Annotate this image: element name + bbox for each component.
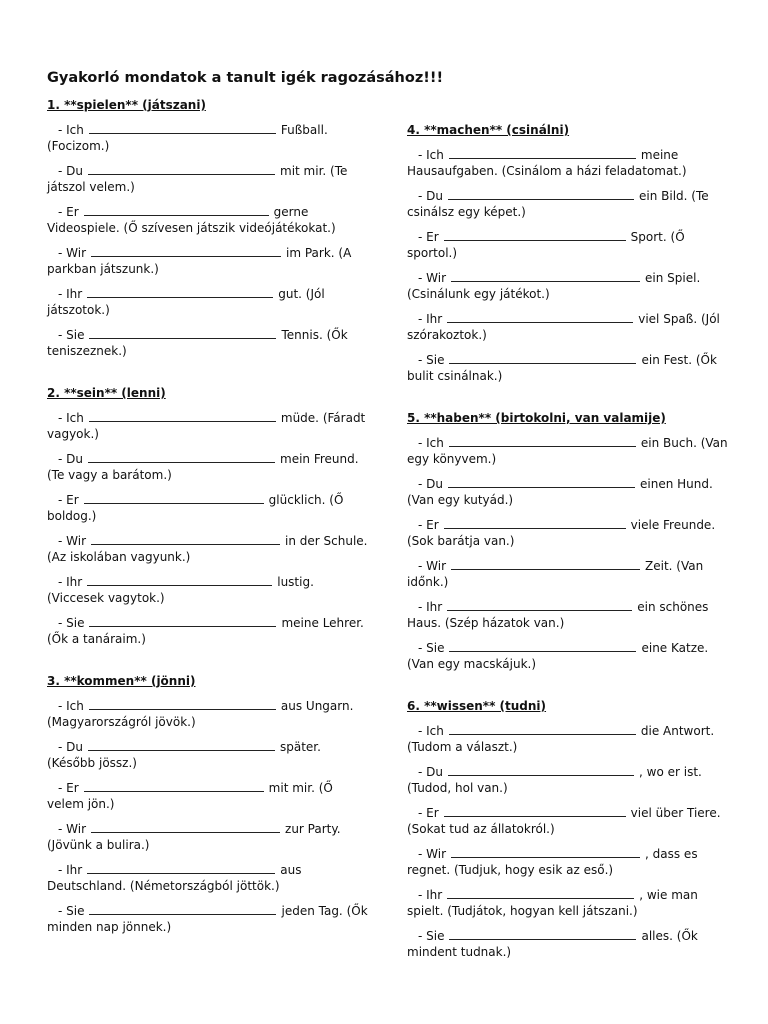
answer-blank[interactable] (448, 476, 635, 488)
sentence-rest: aus Ungarn. (Magyarországról jövök.) (47, 699, 354, 729)
exercise-item (407, 270, 732, 302)
sentence-rest: Zeit. (Van időnk.) (407, 559, 704, 589)
exercise-item (407, 599, 732, 631)
answer-blank[interactable] (451, 270, 640, 282)
answer-blank[interactable] (84, 204, 269, 216)
exercise-item (47, 492, 372, 524)
sentence-rest: aus Deutschland. (Németországból jöttök.) (47, 863, 302, 893)
sentence-rest: meine Hausaufgaben. (Csinálom a házi feladatomat.) (407, 148, 687, 178)
answer-blank[interactable] (447, 311, 633, 323)
answer-blank[interactable] (449, 147, 636, 159)
pronoun: - Sie (58, 616, 85, 630)
exercise-section (47, 673, 372, 935)
sentence-rest: , dass es regnet. (Tudjuk, hogy esik az eső.) (407, 847, 698, 877)
answer-blank[interactable] (449, 435, 636, 447)
sentence-rest: gerne Videospiele. (Ő szívesen játszik videójátékokat.) (47, 205, 336, 235)
sentence-rest: viele Freunde. (Sok barátja van.) (407, 518, 716, 548)
pronoun: - Du (58, 164, 83, 178)
sentence-rest: ein Buch. (Van egy könyvem.) (407, 436, 728, 466)
pronoun: - Wir (418, 847, 447, 861)
sentence-rest: mit mir. (Te játszol velem.) (47, 164, 348, 194)
exercise-item (47, 327, 372, 359)
exercise-item (47, 451, 372, 483)
pronoun: - Sie (418, 641, 445, 655)
pronoun: - Wir (58, 822, 87, 836)
sentence-rest: in der Schule. (Az iskolában vagyunk.) (47, 534, 368, 564)
answer-blank[interactable] (449, 928, 636, 940)
exercise-item (47, 821, 372, 853)
sentence-rest: ein Spiel. (Csinálunk egy játékot.) (407, 271, 701, 301)
answer-blank[interactable] (448, 764, 634, 776)
answer-blank[interactable] (84, 492, 264, 504)
answer-blank[interactable] (447, 887, 634, 899)
pronoun: - Du (418, 477, 443, 491)
exercise-item (47, 163, 372, 195)
answer-blank[interactable] (88, 451, 275, 463)
sentence-rest: Tennis. (Ők teniszeznek.) (47, 328, 348, 358)
sentence-rest: einen Hund. (Van egy kutyád.) (407, 477, 713, 507)
sentence-rest: ein schönes Haus. (Szép házatok van.) (407, 600, 709, 630)
exercise-item (47, 739, 372, 771)
exercise-item (407, 887, 732, 919)
answer-blank[interactable] (89, 327, 276, 339)
answer-blank[interactable] (88, 163, 275, 175)
exercise-item (47, 122, 372, 154)
pronoun: - Ihr (58, 863, 83, 877)
answer-blank[interactable] (89, 410, 276, 422)
exercise-item (47, 286, 372, 318)
pronoun: - Wir (58, 534, 87, 548)
exercise-item (47, 862, 372, 894)
answer-blank[interactable] (449, 723, 636, 735)
sentence-rest: eine Katze. (Van egy macskájuk.) (407, 641, 709, 671)
exercise-item (407, 188, 732, 220)
exercise-item (407, 311, 732, 343)
pronoun: - Ich (58, 123, 84, 137)
pronoun: - Ich (418, 724, 444, 738)
answer-blank[interactable] (89, 122, 276, 134)
answer-blank[interactable] (444, 229, 626, 241)
sentence-rest: , wo er ist. (Tudod, hol van.) (407, 765, 702, 795)
pronoun: - Ihr (418, 600, 443, 614)
sentence-rest: glücklich. (Ő boldog.) (47, 493, 344, 523)
exercise-section (47, 385, 372, 647)
pronoun: - Ich (58, 699, 84, 713)
exercise-item (47, 410, 372, 442)
page-title: Gyakorló mondatok a tanult igék ragozásához!!! (47, 70, 444, 86)
pronoun: - Sie (418, 353, 445, 367)
exercise-item (407, 846, 732, 878)
answer-blank[interactable] (89, 698, 276, 710)
answer-blank[interactable] (91, 821, 280, 833)
answer-blank[interactable] (444, 805, 626, 817)
sentence-rest: müde. (Fáradt vagyok.) (47, 411, 366, 441)
pronoun: - Du (418, 765, 443, 779)
answer-blank[interactable] (449, 352, 636, 364)
answer-blank[interactable] (448, 188, 634, 200)
answer-blank[interactable] (84, 780, 264, 792)
exercise-item (407, 229, 732, 261)
answer-blank[interactable] (87, 286, 273, 298)
pronoun: - Er (418, 230, 439, 244)
answer-blank[interactable] (91, 533, 280, 545)
exercise-item (407, 640, 732, 672)
exercise-item (407, 928, 732, 960)
exercise-item (47, 574, 372, 606)
pronoun: - Er (58, 205, 79, 219)
section-title: 3. **kommen** (jönni) (47, 674, 196, 688)
pronoun: - Ihr (58, 287, 83, 301)
sentence-rest: ein Bild. (Te csinálsz egy képet.) (407, 189, 709, 219)
pronoun: - Sie (58, 904, 85, 918)
exercise-item (47, 780, 372, 812)
answer-blank[interactable] (444, 517, 626, 529)
section-title: 2. **sein** (lenni) (47, 386, 166, 400)
sentence-rest: , wie man spielt. (Tudjátok, hogyan kell játszani.) (407, 888, 698, 918)
pronoun: - Er (418, 518, 439, 532)
left-column (47, 97, 372, 961)
sentence-rest: Sport. (Ő sportol.) (407, 230, 685, 260)
pronoun: - Ich (418, 436, 444, 450)
answer-blank[interactable] (89, 903, 276, 915)
exercise-item (407, 352, 732, 384)
answer-blank[interactable] (91, 245, 281, 257)
exercise-section (47, 97, 372, 359)
exercise-item (47, 245, 372, 277)
exercise-section (407, 122, 732, 384)
sentence-rest: später. (Később jössz.) (47, 740, 321, 770)
pronoun: - Ihr (58, 575, 83, 589)
pronoun: - Er (58, 781, 79, 795)
sentence-rest: viel Spaß. (Jól szórakoztok.) (407, 312, 720, 342)
pronoun: - Ihr (418, 888, 443, 902)
section-title: 1. **spielen** (játszani) (47, 98, 206, 112)
answer-blank[interactable] (451, 558, 640, 570)
answer-blank[interactable] (89, 615, 276, 627)
pronoun: - Wir (418, 271, 447, 285)
exercise-item (407, 805, 732, 837)
sentence-rest: lustig. (Viccesek vagytok.) (47, 575, 314, 605)
exercise-item (47, 204, 372, 236)
exercise-item (407, 558, 732, 590)
sentence-rest: im Park. (A parkban játszunk.) (47, 246, 352, 276)
pronoun: - Er (58, 493, 79, 507)
right-column (407, 122, 732, 986)
sentence-rest: viel über Tiere. (Sokat tud az állatokról.) (407, 806, 721, 836)
pronoun: - Sie (418, 929, 445, 943)
exercise-item (47, 533, 372, 565)
sentence-rest: jeden Tag. (Ők minden nap jönnek.) (47, 904, 368, 934)
pronoun: - Du (58, 740, 83, 754)
exercise-item (407, 435, 732, 467)
exercise-item (407, 764, 732, 796)
pronoun: - Sie (58, 328, 85, 342)
sentence-rest: die Antwort. (Tudom a választ.) (407, 724, 715, 754)
section-title: 5. **haben** (birtokolni, van valamije) (407, 411, 666, 425)
answer-blank[interactable] (88, 739, 275, 751)
pronoun: - Ich (58, 411, 84, 425)
section-title: 6. **wissen** (tudni) (407, 699, 547, 713)
exercise-item (47, 903, 372, 935)
exercise-item (47, 698, 372, 730)
sentence-rest: gut. (Jól játszotok.) (47, 287, 325, 317)
pronoun: - Ich (418, 148, 444, 162)
sentence-rest: meine Lehrer. (Ők a tanáraim.) (47, 616, 364, 646)
answer-blank[interactable] (451, 846, 640, 858)
sentence-rest: ein Fest. (Ők bulit csinálnak.) (407, 353, 717, 383)
exercise-item (407, 723, 732, 755)
section-title: 4. **machen** (csinálni) (407, 123, 570, 137)
pronoun: - Du (58, 452, 83, 466)
answer-blank[interactable] (449, 640, 636, 652)
sentence-rest: Fußball. (Focizom.) (47, 123, 328, 153)
pronoun: - Du (418, 189, 443, 203)
pronoun: - Er (418, 806, 439, 820)
exercise-item (407, 517, 732, 549)
answer-blank[interactable] (447, 599, 632, 611)
pronoun: - Wir (418, 559, 447, 573)
sentence-rest: mein Freund. (Te vagy a barátom.) (47, 452, 359, 482)
sentence-rest: zur Party. (Jövünk a bulira.) (47, 822, 341, 852)
answer-blank[interactable] (87, 862, 275, 874)
exercise-item (47, 615, 372, 647)
exercise-section (407, 698, 732, 960)
exercise-section (407, 410, 732, 672)
pronoun: - Ihr (418, 312, 443, 326)
answer-blank[interactable] (87, 574, 272, 586)
exercise-item (407, 147, 732, 179)
exercise-item (407, 476, 732, 508)
sentence-rest: mit mir. (Ő velem jön.) (47, 781, 333, 811)
pronoun: - Wir (58, 246, 87, 260)
sentence-rest: alles. (Ők mindent tudnak.) (407, 929, 698, 959)
